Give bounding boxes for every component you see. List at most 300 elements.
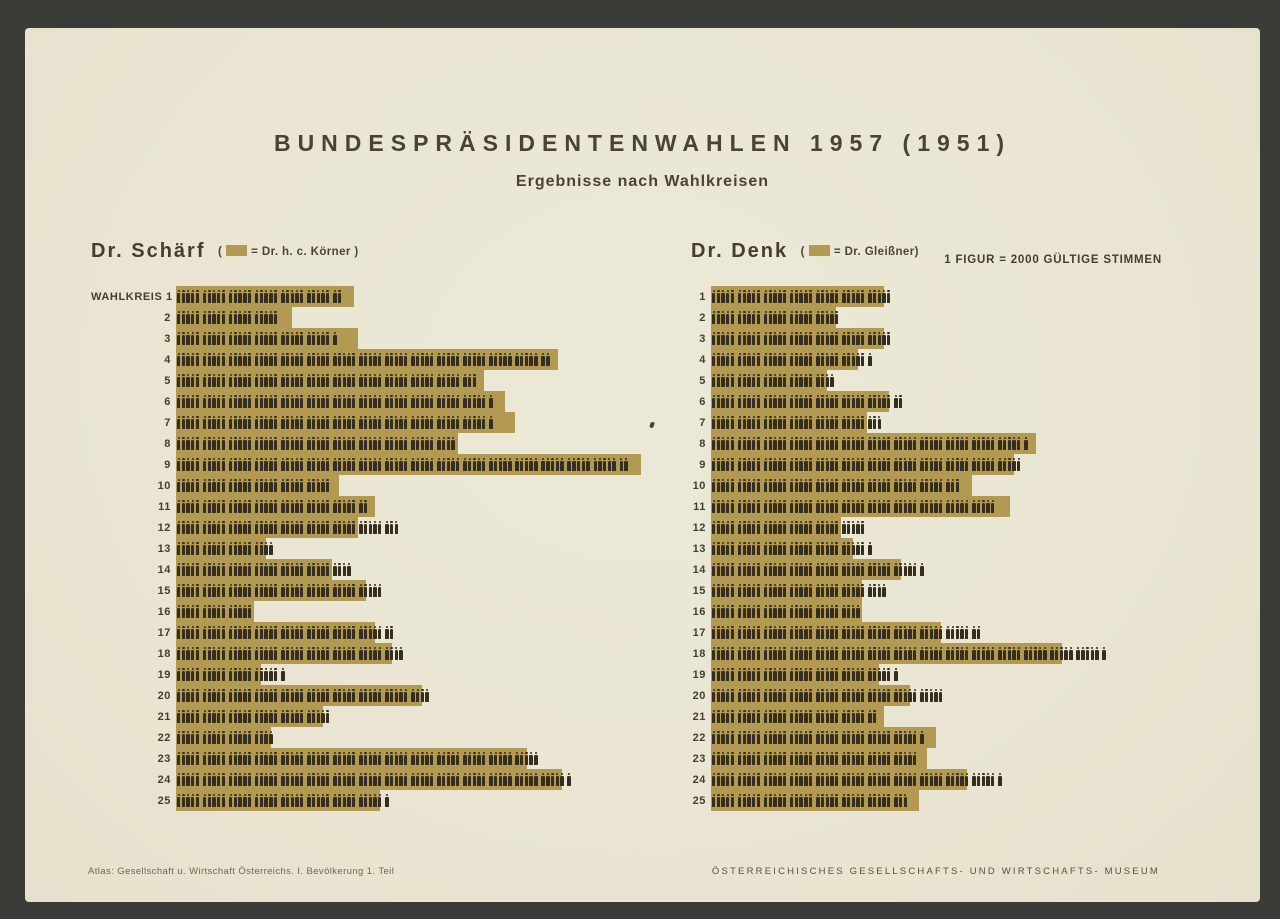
person-figure-icon [747,524,750,534]
person-figure-icon [191,776,194,786]
person-figure-icon [712,734,715,744]
person-figure-icon [861,293,864,303]
person-figure-icon [783,797,786,807]
person-figure-icon [878,629,881,639]
person-figure-icon [378,587,381,597]
person-figure-icon [217,608,220,618]
person-figure-icon [364,797,367,807]
person-figure-icon [809,503,812,513]
person-figure-icon [229,608,232,618]
person-figure-icon [321,629,324,639]
person-figure-icon [238,629,241,639]
person-figure-icon [731,314,734,324]
person-figure-icon [830,734,833,744]
person-figure-icon [229,692,232,702]
person-figure-icon [425,398,428,408]
person-figure-icon [186,419,189,429]
person-figure-icon [852,587,855,597]
person-figure-icon [191,482,194,492]
person-figure-icon [291,419,294,429]
person-figure-icon [738,608,741,618]
person-figure-icon [300,503,303,513]
person-figure-icon [856,356,859,366]
figure-group [411,689,428,702]
person-figure-icon [451,440,454,450]
person-figure-icon [769,356,772,366]
person-figure-icon [582,461,585,471]
person-figure-icon [842,335,845,345]
person-figure-icon [286,335,289,345]
figure-group [255,563,277,576]
person-figure-icon [778,314,781,324]
person-figure-icon [608,461,611,471]
chart-panel-denk [676,286,1256,811]
person-figure-icon [352,503,355,513]
person-figure-icon [477,398,480,408]
person-figure-icon [343,692,346,702]
person-figure-icon [769,629,772,639]
figure-group [738,374,760,387]
person-figure-icon [804,776,807,786]
figure-group [816,710,838,723]
bar-area [177,517,691,538]
person-figure-icon [508,356,511,366]
figure-group [920,689,942,702]
person-figure-icon [717,629,720,639]
figure-group [946,458,968,471]
person-figure-icon [1064,650,1067,660]
figure-group [203,647,225,660]
person-figure-icon [726,566,729,576]
person-figure-icon [913,503,916,513]
person-figure-icon [217,377,220,387]
person-figure-icon [887,461,890,471]
person-figure-icon [783,356,786,366]
person-figure-icon [991,776,994,786]
person-figure-icon [795,608,798,618]
person-figure-icon [738,566,741,576]
person-figure-icon [343,440,346,450]
row-label: 10 [157,480,171,492]
person-figure-icon [520,755,523,765]
equals-sign: = [251,246,259,258]
person-figure-icon [447,356,450,366]
person-figure-icon [920,482,923,492]
person-figure-icon [352,755,355,765]
person-figure-icon [437,755,440,765]
figure-group [764,500,786,513]
person-figure-icon [196,314,199,324]
person-figure-icon [451,377,454,387]
person-figure-icon [295,335,298,345]
person-figure-icon [783,503,786,513]
person-figure-icon [887,671,890,681]
figure-group [790,353,812,366]
figure-group [307,794,329,807]
person-figure-icon [338,293,341,303]
person-figure-icon [208,461,211,471]
person-figure-icon [873,797,876,807]
person-figure-icon [804,587,807,597]
person-figure-icon [773,713,776,723]
person-figure-icon [186,503,189,513]
person-figure-icon [203,440,206,450]
figure-group [281,500,303,513]
figure-group [790,563,812,576]
person-figure-icon [1029,650,1032,660]
person-figure-icon [773,650,776,660]
person-figure-icon [868,713,871,723]
person-figure-icon [816,608,819,618]
bar-area [177,328,691,349]
figure-group [359,353,381,366]
person-figure-icon [208,314,211,324]
figure-group [489,353,511,366]
person-figure-icon [925,692,928,702]
person-figure-icon [291,440,294,450]
bar-area [712,790,1256,811]
person-figure-icon [281,293,284,303]
person-figure-icon [925,629,928,639]
person-figure-icon [930,440,933,450]
person-figure-icon [404,776,407,786]
figure-group [281,689,303,702]
person-figure-icon [208,629,211,639]
paren-close: ) [354,246,359,258]
person-figure-icon [773,293,776,303]
figure-group [790,773,812,786]
person-figure-icon [747,713,750,723]
person-figure-icon [191,503,194,513]
person-figure-icon [196,713,199,723]
person-figure-icon [551,776,554,786]
person-figure-icon [830,692,833,702]
person-figure-icon [743,461,746,471]
person-figure-icon [847,734,850,744]
person-figure-icon [738,314,741,324]
person-figure-icon [821,377,824,387]
person-figure-icon [1102,650,1105,660]
person-figure-icon [847,692,850,702]
person-figure-icon [821,482,824,492]
figure-group [764,479,786,492]
figure-group [712,731,734,744]
person-figure-icon [482,755,485,765]
figure-group [203,710,225,723]
person-figure-icon [508,755,511,765]
person-figure-icon [281,335,284,345]
person-figure-icon [182,293,185,303]
person-figure-icon [203,419,206,429]
person-figure-icon [333,524,336,534]
person-figure-icon [317,503,320,513]
figure-group [333,773,355,786]
person-figure-icon [177,356,180,366]
person-figure-icon [196,776,199,786]
person-figure-icon [757,335,760,345]
figure-group [868,794,890,807]
person-figure-icon [925,440,928,450]
person-figure-icon [359,440,362,450]
person-figure-icon [764,314,767,324]
person-figure-icon [894,629,897,639]
figure-group [920,437,942,450]
chart-row-denk-17 [676,622,1256,643]
person-figure-icon [369,377,372,387]
person-figure-icon [177,524,180,534]
person-figure-icon [321,776,324,786]
person-figure-icon [186,398,189,408]
person-figure-icon [243,482,246,492]
person-figure-icon [307,461,310,471]
person-figure-icon [830,461,833,471]
chart-row-schaerf-24 [91,769,691,790]
person-figure-icon [835,524,838,534]
figure-group [842,290,864,303]
figure-group [816,374,833,387]
bar-area [177,538,691,559]
person-figure-icon [731,356,734,366]
person-figure-icon [712,419,715,429]
person-figure-icon [778,608,781,618]
person-figure-icon [347,587,350,597]
person-figure-icon [826,734,829,744]
person-figure-icon [248,713,251,723]
person-figure-icon [712,293,715,303]
person-figure-icon [343,650,346,660]
person-figure-icon [238,671,241,681]
figure-group [868,458,890,471]
person-figure-icon [281,503,284,513]
person-figure-icon [217,776,220,786]
person-figure-icon [295,419,298,429]
figure-group [385,647,402,660]
person-figure-icon [447,776,450,786]
person-figure-icon [778,797,781,807]
person-figure-icon [894,755,897,765]
figure-group [463,773,485,786]
row-label: 21 [692,711,706,723]
person-figure-icon [291,587,294,597]
figure-group [177,479,199,492]
bar-area [712,664,1256,685]
person-figure-icon [1008,461,1011,471]
figure-group [790,374,812,387]
person-figure-icon [783,377,786,387]
figure-group [894,458,916,471]
person-figure-icon [260,755,263,765]
person-figure-icon [717,398,720,408]
person-figure-icon [904,755,907,765]
person-figure-icon [816,293,819,303]
person-figure-icon [182,692,185,702]
person-figure-icon [894,503,897,513]
figure-group [229,500,251,513]
chart-row-schaerf-4 [91,349,691,370]
person-figure-icon [726,755,729,765]
person-figure-icon [835,566,838,576]
figure-group [385,458,407,471]
figure-group [203,563,225,576]
person-figure-icon [255,734,258,744]
figure-group [359,374,381,387]
person-figure-icon [255,293,258,303]
person-figure-icon [830,503,833,513]
figure-group [385,521,398,534]
person-figure-icon [515,356,518,366]
person-figure-icon [913,629,916,639]
person-figure-icon [726,293,729,303]
person-figure-icon [234,356,237,366]
figure-group [177,521,199,534]
person-figure-icon [939,629,942,639]
figure-group [307,752,329,765]
person-figure-icon [208,713,211,723]
person-figure-icon [868,503,871,513]
person-figure-icon [878,797,881,807]
person-figure-icon [882,629,885,639]
person-figure-icon [795,482,798,492]
person-figure-icon [887,503,890,513]
figure-group [437,773,459,786]
person-figure-icon [795,566,798,576]
person-figure-icon [764,524,767,534]
person-figure-icon [790,545,793,555]
person-figure-icon [799,797,802,807]
person-figure-icon [783,755,786,765]
figure-group [359,752,381,765]
person-figure-icon [425,692,428,702]
figure-group [842,437,864,450]
figure-group [567,458,589,471]
person-figure-icon [404,419,407,429]
person-figure-icon [956,503,959,513]
chart-row-schaerf-18 [91,643,691,664]
person-figure-icon [525,356,528,366]
person-figure-icon [456,776,459,786]
person-figure-icon [930,503,933,513]
person-figure-icon [286,776,289,786]
figure-group [281,290,303,303]
person-figure-icon [243,461,246,471]
person-figure-icon [778,692,781,702]
person-figure-icon [1003,440,1006,450]
person-figure-icon [229,524,232,534]
person-figure-icon [769,293,772,303]
person-figure-icon [816,461,819,471]
person-figure-icon [799,713,802,723]
person-figure-icon [385,440,388,450]
person-figure-icon [821,356,824,366]
person-figure-icon [186,608,189,618]
person-figure-icon [286,440,289,450]
chart-row-schaerf-22 [91,727,691,748]
person-figure-icon [447,377,450,387]
person-figure-icon [804,755,807,765]
person-figure-icon [352,440,355,450]
person-figure-icon [773,755,776,765]
person-figure-icon [773,461,776,471]
person-figure-icon [842,776,845,786]
person-figure-icon [826,314,829,324]
figure-group [868,395,890,408]
person-figure-icon [731,419,734,429]
person-figure-icon [312,629,315,639]
person-figure-icon [203,377,206,387]
person-figure-icon [842,461,845,471]
person-figure-icon [1012,650,1015,660]
person-figure-icon [399,650,402,660]
chart-row-denk-4 [676,349,1256,370]
person-figure-icon [203,713,206,723]
person-figure-icon [821,608,824,618]
figure-group [816,437,838,450]
figure-group [229,479,251,492]
person-figure-icon [757,671,760,681]
person-figure-icon [248,797,251,807]
figure-group [816,794,838,807]
figure-group [764,689,786,702]
figure-group [255,542,272,555]
figure-group [385,416,407,429]
person-figure-icon [395,524,398,534]
person-figure-icon [804,650,807,660]
person-figure-icon [295,398,298,408]
person-figure-icon [229,293,232,303]
person-figure-icon [390,776,393,786]
person-figure-icon [752,650,755,660]
person-figure-icon [816,692,819,702]
person-figure-icon [243,755,246,765]
person-figure-icon [295,755,298,765]
figure-group [790,794,812,807]
person-figure-icon [494,776,497,786]
person-figure-icon [790,314,793,324]
person-figure-icon [972,440,975,450]
figure-group [385,626,393,639]
figure-group [738,458,760,471]
person-figure-icon [747,419,750,429]
person-figure-icon [830,587,833,597]
person-figure-icon [868,461,871,471]
figure-group [738,752,760,765]
figure-group [816,500,838,513]
person-figure-icon [208,440,211,450]
figure-group [764,395,786,408]
person-figure-icon [390,419,393,429]
person-figure-icon [312,797,315,807]
person-figure-icon [752,461,755,471]
person-figure-icon [212,524,215,534]
person-figure-icon [222,650,225,660]
person-figure-icon [326,461,329,471]
person-figure-icon [295,629,298,639]
person-figure-icon [726,398,729,408]
person-figure-icon [717,482,720,492]
person-figure-icon [238,776,241,786]
chart-row-schaerf-5 [91,370,691,391]
person-figure-icon [847,629,850,639]
person-figure-icon [721,377,724,387]
person-figure-icon [752,377,755,387]
person-figure-icon [894,776,897,786]
figure-group [868,668,890,681]
figure-group [203,395,225,408]
person-figure-icon [300,335,303,345]
figure-group [177,731,199,744]
person-figure-icon [203,293,206,303]
person-figure-icon [738,293,741,303]
